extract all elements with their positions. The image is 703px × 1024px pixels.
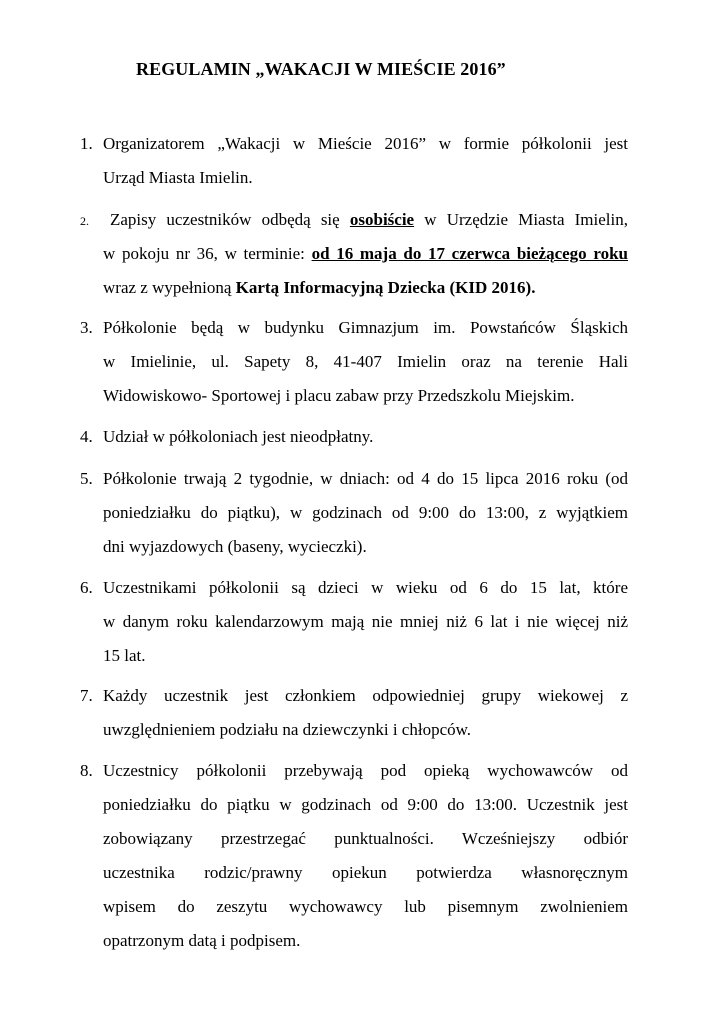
- rule-line: zobowiązany przestrzegać punktualności. Wcześniejszy odbiór: [103, 829, 628, 848]
- rule-number: 8.: [80, 761, 93, 780]
- rule-line: Każdy uczestnik jest członkiem odpowiedniej grupy wiekowej z: [103, 686, 628, 705]
- rule-line: 15 lat.: [103, 646, 146, 665]
- rule-line: Widowiskowo- Sportowej i placu zabaw przy Przedszkolu Miejskim.: [103, 386, 575, 405]
- rule-number: 3.: [80, 318, 93, 337]
- document-title: REGULAMIN „WAKACJI W MIEŚCIE 2016”: [136, 59, 506, 79]
- rule-number: 2.: [80, 214, 89, 228]
- rule-number: 5.: [80, 469, 93, 488]
- rule-line: poniedziałku do piątku w godzinach od 9:00 do 13:00. Uczestnik jest: [103, 795, 628, 814]
- rule-number: 4.: [80, 427, 93, 446]
- rule-emphasis: osobiście: [349, 210, 415, 229]
- rule-line: w danym roku kalendarzowym mają nie mniej niż 6 lat i nie więcej niż: [103, 612, 628, 631]
- rule-number: 1.: [80, 134, 93, 153]
- rule-line: Urząd Miasta Imielin.: [103, 168, 253, 187]
- rule-text: wraz z wypełnioną: [103, 278, 236, 297]
- rule-line: w Imielinie, ul. Sapety 8, 41-407 Imielin oraz na terenie Hali: [103, 352, 628, 371]
- rule-line: Półkolonie trwają 2 tygodnie, w dniach: od 4 do 15 lipca 2016 roku (od: [103, 469, 628, 488]
- rule-line: Organizatorem „Wakacji w Mieście 2016” w formie półkolonii jest: [103, 134, 628, 153]
- rule-line: [103, 244, 628, 264]
- rule-line: uczestnika rodzic/prawny opiekun potwierdza własnoręcznym: [103, 863, 628, 882]
- rule-line: [110, 210, 628, 230]
- rule-line: Półkolonie będą w budynku Gimnazjum im. Powstańców Śląskich: [103, 318, 628, 337]
- rule-line: poniedziałku do piątku), w godzinach od 9:00 do 13:00, z wyjątkiem: [103, 503, 628, 522]
- rule-emphasis: od 16 maja do 17 czerwca bieżącego roku: [311, 244, 628, 263]
- rule-line: [103, 278, 628, 298]
- rule-text: Zapisy uczestników odbędą się: [110, 210, 350, 229]
- rule-emphasis: Kartą Informacyjną Dziecka (KID 2016).: [235, 278, 536, 297]
- rule-line: Uczestnikami półkolonii są dzieci w wieku od 6 do 15 lat, które: [103, 578, 628, 597]
- rule-line: Uczestnicy półkolonii przebywają pod opieką wychowawców od: [103, 761, 628, 780]
- rule-number: 6.: [80, 578, 93, 597]
- rule-text: w Urzędzie Miasta Imielin,: [414, 210, 628, 229]
- rule-line: opatrzonym datą i podpisem.: [103, 931, 301, 950]
- rule-text: w pokoju nr 36, w terminie:: [103, 244, 312, 263]
- rule-line: dni wyjazdowych (baseny, wycieczki).: [103, 537, 367, 556]
- rule-line: uwzględnieniem podziału na dziewczynki i chłopców.: [103, 720, 472, 739]
- rule-line: wpisem do zeszytu wychowawcy lub pisemnym zwolnieniem: [103, 897, 628, 916]
- rule-line: Udział w półkoloniach jest nieodpłatny.: [103, 427, 374, 446]
- rule-number: 7.: [80, 686, 93, 705]
